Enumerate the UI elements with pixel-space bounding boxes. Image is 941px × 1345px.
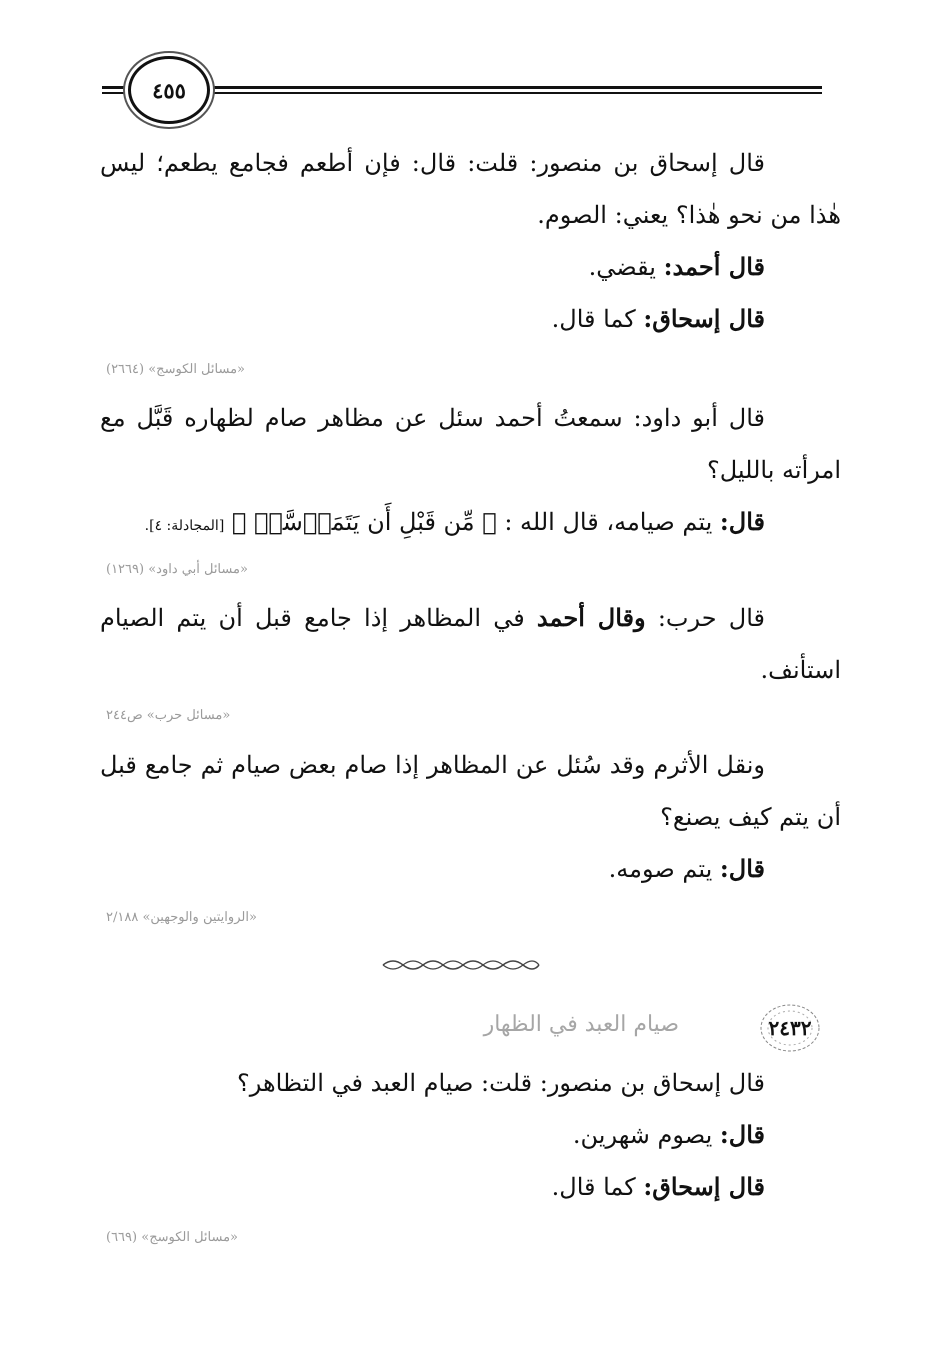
citation: «الروايتين والوجهين» ٢/١٨٨: [106, 910, 257, 925]
section-number: ٢٤٣٢: [768, 1016, 812, 1040]
text-line: قال حرب: وقال أحمد في المظاهر إذا جامع قبل أن يتم الصيام: [100, 603, 765, 632]
page-number: ٤٥٥: [152, 77, 186, 103]
text-line: قال: يصوم شهرين.: [572, 1120, 765, 1149]
citation: «مسائل الكوسج» (٦٦٩): [106, 1230, 239, 1245]
text-line: قال: يتم صيامه، قال الله : ﴿ مِّن قَبْلِ أَن يَتَمَاۤسَّاۚ ﴾ [المجادلة: ٤].: [144, 507, 765, 536]
page-number-badge: [128, 56, 210, 124]
citation: «مسائل الكوسج» (٢٦٦٤): [106, 362, 245, 377]
text-line: هٰذا من نحو هٰذا؟ يعني: الصوم.: [537, 201, 841, 229]
header-rule-thin: [102, 92, 822, 94]
ornament-divider: [381, 957, 541, 973]
text-line: قال إسحاق بن منصور: قلت: صيام العبد في التظاهر؟: [237, 1069, 765, 1097]
verse-reference: [المجادلة: ٤].: [144, 518, 225, 534]
text-line: قال إسحاق: كما قال.: [551, 1172, 765, 1201]
section-title: صيام العبد في الظهار: [483, 1012, 679, 1037]
citation: «مسائل حرب» ص٢٤٤: [106, 708, 231, 723]
text-line: ونقل الأثرم وقد سُئل عن المظاهر إذا صام بعض صيام ثم جامع قبل: [100, 751, 765, 779]
header-rule: [102, 86, 822, 89]
text-line: استأنف.: [760, 656, 841, 684]
text-line: قال إسحاق: كما قال.: [551, 304, 765, 333]
text-line: قال أبو داود: سمعتُ أحمد سئل عن مظاهر صام لظهاره قَبَّل مع: [100, 404, 765, 432]
text-line: قال: يتم صومه.: [608, 854, 765, 883]
text-line: قال إسحاق بن منصور: قلت: قال: فإن أطعم فجامع يطعم؛ ليس: [100, 149, 765, 177]
text-line: أن يتم كيف يصنع؟: [660, 803, 841, 831]
quran-verse: ﴿ مِّن قَبْلِ أَن يَتَمَاۤسَّاۚ ﴾: [231, 508, 497, 536]
section-number-emblem: [759, 1003, 821, 1053]
citation: «مسائل أبي داود» (١٢٦٩): [106, 562, 248, 577]
text-line: قال أحمد: يقضي.: [588, 252, 765, 281]
text-line: امرأته بالليل؟: [706, 456, 841, 484]
